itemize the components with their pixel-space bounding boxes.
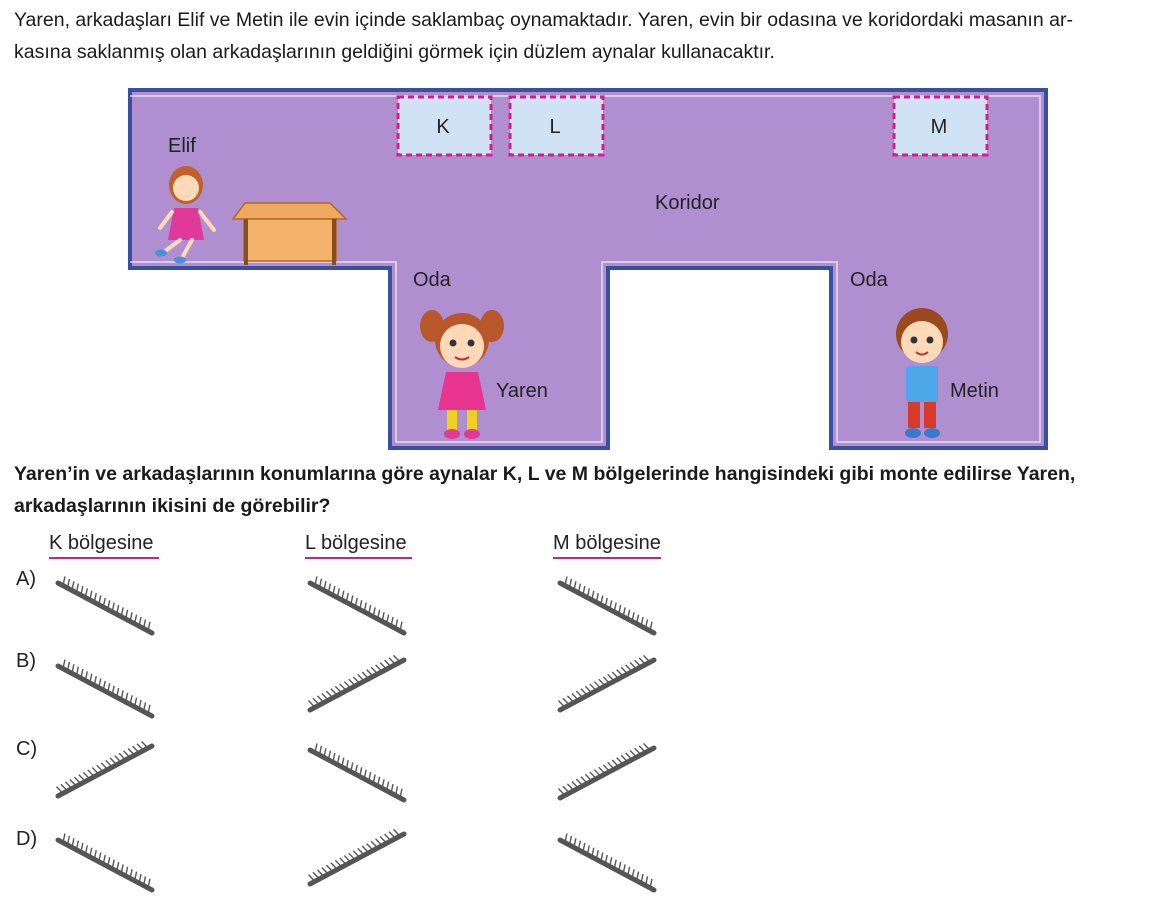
mirror-hatch xyxy=(621,755,626,760)
mirror-hatch xyxy=(380,663,385,668)
mirror-hatch xyxy=(72,664,74,671)
intro-line-2: kasına saklanmış olan arkadaşlarının geldiğini görmek için düzlem aynalar kullanacaktır. xyxy=(14,41,775,63)
mirror-hatch xyxy=(331,689,336,694)
mirror-hatch xyxy=(594,682,599,687)
mirror-hatch xyxy=(579,841,581,848)
mirror-hatch xyxy=(140,874,142,881)
mirror-hatch xyxy=(581,689,586,694)
mirror-hatch xyxy=(603,765,608,770)
mirror-hatch xyxy=(592,591,594,598)
mirror-hatch xyxy=(90,848,92,855)
mirror-hatch xyxy=(148,705,150,712)
mirror-hatch xyxy=(104,855,106,862)
mirror-hatch xyxy=(70,779,75,784)
mirror-hatch xyxy=(351,596,353,603)
mirror-hatch xyxy=(626,753,631,758)
mirror-hatch xyxy=(335,686,340,691)
mirror-hatch xyxy=(637,615,639,622)
mirror-hatch xyxy=(99,679,101,686)
option-a-m-mirror-icon xyxy=(554,569,660,641)
mirror-hatch xyxy=(101,763,106,768)
mirror-hatch xyxy=(371,667,376,672)
mirror-hatch xyxy=(324,581,326,588)
mirror-hatch xyxy=(392,617,394,624)
mirror-hatch xyxy=(603,677,608,682)
mirror-hatch xyxy=(68,662,70,669)
mirror-hatch xyxy=(374,774,376,781)
mirror-hatch xyxy=(619,862,621,869)
mirror-hatch xyxy=(639,746,644,751)
mirror-hatch xyxy=(106,760,111,765)
mirror-hatch xyxy=(88,770,93,775)
mirror-hatch xyxy=(97,765,102,770)
option-a-k-mirror-icon xyxy=(52,569,158,641)
mirror-hatch xyxy=(63,659,65,666)
mirror-hatch xyxy=(140,617,142,624)
mirror-hatch xyxy=(72,838,74,845)
mirror-hatch xyxy=(639,658,644,663)
mirror-hatch xyxy=(628,867,630,874)
mirror-hatch xyxy=(378,610,380,617)
mirror-hatch xyxy=(135,698,137,705)
mirror-surface xyxy=(58,840,152,890)
mirror-hatch xyxy=(347,760,349,767)
mirror-hatch xyxy=(351,763,353,770)
mirror-hatch xyxy=(588,845,590,852)
mirror-hatch xyxy=(353,677,358,682)
mirror-hatch xyxy=(563,786,568,791)
mirror-hatch xyxy=(371,841,376,846)
mirror-hatch xyxy=(570,579,572,586)
mirror-hatch xyxy=(365,603,367,610)
mirror-hatch xyxy=(644,655,649,660)
mirror-hatch xyxy=(126,610,128,617)
mirror-hatch xyxy=(567,784,572,789)
mirror-hatch xyxy=(630,751,635,756)
mirror-hatch xyxy=(72,581,74,588)
mirror-hatch xyxy=(99,853,101,860)
mirror-hatch xyxy=(601,853,603,860)
mirror-hatch xyxy=(144,876,146,883)
mirror-hatch xyxy=(113,860,115,867)
mirror-hatch xyxy=(367,670,372,675)
option-a-letter[interactable]: A) xyxy=(16,568,36,590)
mirror-hatch xyxy=(572,693,577,698)
mirror-hatch xyxy=(63,833,65,840)
mirror-hatch xyxy=(77,841,79,848)
mirror-hatch xyxy=(313,872,318,877)
option-d-l-mirror-icon xyxy=(304,826,410,898)
mirror-hatch xyxy=(612,760,617,765)
mirror-hatch xyxy=(621,667,626,672)
mirror-hatch xyxy=(131,869,133,876)
mirror-hatch xyxy=(369,605,371,612)
mirror-hatch xyxy=(567,696,572,701)
mirror-hatch xyxy=(610,857,612,864)
mirror-hatch xyxy=(95,676,97,683)
mirror-hatch xyxy=(113,603,115,610)
mirror-hatch xyxy=(387,615,389,622)
mirror-hatch xyxy=(117,605,119,612)
option-d-m-mirror-icon xyxy=(554,826,660,898)
mirror-hatch xyxy=(597,593,599,600)
mirror-hatch xyxy=(650,622,652,629)
mirror-hatch xyxy=(617,758,622,763)
mirror-hatch xyxy=(369,772,371,779)
mirror-hatch xyxy=(574,581,576,588)
mirror-hatch xyxy=(124,751,129,756)
mirror-hatch xyxy=(320,579,322,586)
mirror-hatch xyxy=(608,674,613,679)
mirror-hatch xyxy=(86,845,88,852)
mirror-hatch xyxy=(324,748,326,755)
mirror-hatch xyxy=(583,843,585,850)
mirror-hatch xyxy=(347,593,349,600)
mirror-hatch xyxy=(342,591,344,598)
mirror-hatch xyxy=(383,779,385,786)
mirror-hatch xyxy=(563,698,568,703)
mirror-hatch xyxy=(572,781,577,786)
mirror-hatch xyxy=(576,691,581,696)
mirror-hatch xyxy=(135,615,137,622)
mirror-hatch xyxy=(394,829,399,834)
mirror-hatch xyxy=(81,843,83,850)
mirror-hatch xyxy=(313,698,318,703)
mirror-surface xyxy=(58,666,152,716)
mirror-hatch xyxy=(81,669,83,676)
mirror-hatch xyxy=(633,612,635,619)
mirror-hatch xyxy=(344,682,349,687)
mirror-hatch xyxy=(606,598,608,605)
mirror-hatch xyxy=(365,770,367,777)
mirror-hatch xyxy=(148,879,150,886)
mirror-hatch xyxy=(356,765,358,772)
mirror-hatch xyxy=(83,772,88,777)
mirror-hatch xyxy=(590,684,595,689)
mirror-hatch xyxy=(90,674,92,681)
mirror-hatch xyxy=(104,681,106,688)
option-c-m-mirror-icon xyxy=(554,740,660,812)
mirror-hatch xyxy=(86,671,88,678)
mirror-hatch xyxy=(626,665,631,670)
mirror-hatch xyxy=(590,772,595,777)
mirror-hatch xyxy=(376,665,381,670)
mirror-hatch xyxy=(61,784,66,789)
question-line-1: Yaren’in ve arkadaşlarının konumlarına göre aynalar K, L ve M bölgelerinde hangisindeki gibi monte edilirse Yaren, xyxy=(14,463,1076,485)
mirror-hatch xyxy=(624,607,626,614)
mirror-hatch xyxy=(108,600,110,607)
mirror-hatch xyxy=(574,838,576,845)
option-b-m-mirror-icon xyxy=(554,652,660,724)
mirror-hatch xyxy=(635,660,640,665)
mirror-hatch xyxy=(389,658,394,663)
mirror-hatch xyxy=(565,576,567,583)
mirror-hatch xyxy=(333,753,335,760)
mirror-surface xyxy=(560,840,654,890)
mirror-surface xyxy=(560,748,654,798)
mirror-hatch xyxy=(329,584,331,591)
mirror-hatch xyxy=(360,767,362,774)
mirror-hatch xyxy=(642,874,644,881)
option-d-letter[interactable]: D) xyxy=(16,828,38,850)
mirror-hatch xyxy=(599,767,604,772)
mirror-hatch xyxy=(558,789,563,794)
mirror-hatch xyxy=(606,855,608,862)
mirror-hatch xyxy=(308,875,313,880)
mirror-hatch xyxy=(385,660,390,665)
mirror-hatch xyxy=(389,832,394,837)
intro-line-1: Yaren, arkadaşları Elif ve Metin ile evin içinde saklambaç oynamaktadır. Yaren, evin bir odasına ve koridordaki masanın ar- xyxy=(14,9,1073,31)
zone-k-label: K xyxy=(436,116,450,138)
mirror-hatch xyxy=(619,605,621,612)
mirror-hatch xyxy=(108,683,110,690)
mirror-hatch xyxy=(646,876,648,883)
mirror-hatch xyxy=(326,691,331,696)
mirror-hatch xyxy=(95,593,97,600)
mirror-hatch xyxy=(588,588,590,595)
mirror-hatch xyxy=(650,879,652,886)
mirror-hatch xyxy=(597,850,599,857)
mirror-surface xyxy=(310,583,404,633)
mirror-surface xyxy=(560,660,654,710)
option-a-l-mirror-icon xyxy=(304,569,410,641)
mirror-hatch xyxy=(81,586,83,593)
mirror-hatch xyxy=(576,779,581,784)
mirror-hatch xyxy=(90,591,92,598)
mirror-hatch xyxy=(104,598,106,605)
mirror-hatch xyxy=(646,619,648,626)
mirror-hatch xyxy=(342,758,344,765)
mirror-hatch xyxy=(360,600,362,607)
option-b-l-mirror-icon xyxy=(304,652,410,724)
mirror-hatch xyxy=(644,743,649,748)
option-d-k-mirror-icon xyxy=(52,826,158,898)
mirror-hatch xyxy=(331,863,336,868)
mirror-hatch xyxy=(628,610,630,617)
mirror-hatch xyxy=(383,612,385,619)
mirror-hatch xyxy=(122,607,124,614)
mirror-hatch xyxy=(624,864,626,871)
mirror-hatch xyxy=(356,598,358,605)
mirror-hatch xyxy=(86,588,88,595)
mirror-hatch xyxy=(92,768,97,773)
mirror-hatch xyxy=(374,607,376,614)
mirror-hatch xyxy=(612,672,617,677)
mirror-hatch xyxy=(642,617,644,624)
mirror-hatch xyxy=(329,751,331,758)
mirror-hatch xyxy=(315,576,317,583)
mirror-hatch xyxy=(320,746,322,753)
mirror-hatch xyxy=(142,741,147,746)
mirror-hatch xyxy=(137,744,142,749)
mirror-hatch xyxy=(349,679,354,684)
mirror-hatch xyxy=(144,619,146,626)
mirror-hatch xyxy=(565,833,567,840)
mirror-hatch xyxy=(344,856,349,861)
mirror-hatch xyxy=(131,612,133,619)
mirror-hatch xyxy=(133,746,138,751)
mirror-hatch xyxy=(376,839,381,844)
mirror-hatch xyxy=(367,844,372,849)
mirror-hatch xyxy=(633,869,635,876)
mirror-surface xyxy=(310,834,404,884)
room-right-label: Oda xyxy=(850,269,888,291)
mirror-hatch xyxy=(65,782,70,787)
column-heading-m: M bölgesine xyxy=(553,532,661,559)
mirror-hatch xyxy=(117,688,119,695)
mirror-surface xyxy=(310,660,404,710)
mirror-hatch xyxy=(610,600,612,607)
mirror-hatch xyxy=(326,865,331,870)
mirror-hatch xyxy=(74,777,79,782)
mirror-hatch xyxy=(122,864,124,871)
mirror-hatch xyxy=(308,701,313,706)
mirror-hatch xyxy=(349,853,354,858)
option-c-k-mirror-icon xyxy=(52,738,158,810)
mirror-hatch xyxy=(333,586,335,593)
mirror-hatch xyxy=(378,777,380,784)
elif-label: Elif xyxy=(168,135,196,157)
mirror-hatch xyxy=(340,858,345,863)
mirror-hatch xyxy=(115,756,120,761)
mirror-hatch xyxy=(583,586,585,593)
mirror-hatch xyxy=(394,655,399,660)
mirror-hatch xyxy=(119,753,124,758)
mirror-hatch xyxy=(362,672,367,677)
option-c-l-mirror-icon xyxy=(304,736,410,808)
mirror-hatch xyxy=(579,584,581,591)
question-line-2: arkadaşlarının ikisini de görebilir? xyxy=(14,495,331,517)
option-b-k-mirror-icon xyxy=(52,652,158,724)
mirror-hatch xyxy=(135,872,137,879)
mirror-hatch xyxy=(126,693,128,700)
mirror-hatch xyxy=(322,867,327,872)
mirror-hatch xyxy=(56,787,61,792)
mirror-hatch xyxy=(358,848,363,853)
mirror-hatch xyxy=(122,690,124,697)
mirror-hatch xyxy=(585,774,590,779)
mirror-hatch xyxy=(317,696,322,701)
mirror-hatch xyxy=(140,700,142,707)
mirror-hatch xyxy=(617,670,622,675)
mirror-hatch xyxy=(95,850,97,857)
mirror-hatch xyxy=(144,702,146,709)
mirror-hatch xyxy=(338,755,340,762)
mirror-hatch xyxy=(615,603,617,610)
mirror-hatch xyxy=(601,596,603,603)
zone-m-label: M xyxy=(930,116,948,138)
mirror-hatch xyxy=(110,758,115,763)
mirror-hatch xyxy=(592,848,594,855)
mirror-surface xyxy=(58,746,152,796)
mirror-hatch xyxy=(148,622,150,629)
zone-l-label: L xyxy=(549,116,561,138)
mirror-hatch xyxy=(400,622,402,629)
mirror-hatch xyxy=(585,686,590,691)
mirror-hatch xyxy=(131,695,133,702)
mirror-hatch xyxy=(615,860,617,867)
mirror-hatch xyxy=(68,836,70,843)
mirror-hatch xyxy=(570,836,572,843)
mirror-hatch xyxy=(340,684,345,689)
option-c-letter[interactable]: C) xyxy=(16,738,38,760)
mirror-hatch xyxy=(599,679,604,684)
mirror-hatch xyxy=(77,667,79,674)
mirror-hatch xyxy=(99,596,101,603)
mirror-hatch xyxy=(637,872,639,879)
mirror-hatch xyxy=(353,851,358,856)
column-heading-k: K bölgesine xyxy=(49,532,159,559)
mirror-hatch xyxy=(594,770,599,775)
mirror-hatch xyxy=(392,784,394,791)
mirror-hatch xyxy=(317,870,322,875)
mirror-hatch xyxy=(63,576,65,583)
mirror-hatch xyxy=(338,588,340,595)
metin-label: Metin xyxy=(950,380,999,402)
mirror-hatch xyxy=(635,748,640,753)
mirror-hatch xyxy=(400,789,402,796)
mirror-hatch xyxy=(315,743,317,750)
mirror-hatch xyxy=(630,663,635,668)
mirror-hatch xyxy=(358,674,363,679)
mirror-hatch xyxy=(322,693,327,698)
room-left-label: Oda xyxy=(413,269,451,291)
mirror-hatch xyxy=(387,782,389,789)
column-heading-l: L bölgesine xyxy=(305,532,412,559)
mirror-surface xyxy=(560,583,654,633)
mirror-hatch xyxy=(396,786,398,793)
mirror-hatch xyxy=(126,867,128,874)
mirror-hatch xyxy=(396,619,398,626)
mirror-hatch xyxy=(558,701,563,706)
mirror-hatch xyxy=(77,584,79,591)
mirror-hatch xyxy=(68,579,70,586)
table-icon xyxy=(233,203,346,265)
mirror-hatch xyxy=(113,686,115,693)
mirror-hatch xyxy=(128,749,133,754)
option-b-letter[interactable]: B) xyxy=(16,650,36,672)
mirror-hatch xyxy=(108,857,110,864)
mirror-hatch xyxy=(335,860,340,865)
mirror-hatch xyxy=(581,777,586,782)
mirror-hatch xyxy=(385,834,390,839)
question-text xyxy=(14,458,1164,522)
mirror-hatch xyxy=(608,762,613,767)
mirror-hatch xyxy=(117,862,119,869)
mirror-hatch xyxy=(79,775,84,780)
mirror-surface xyxy=(310,750,404,800)
yaren-label: Yaren xyxy=(496,380,548,402)
mirror-hatch xyxy=(362,846,367,851)
corridor-label: Koridor xyxy=(655,192,720,214)
mirror-surface xyxy=(58,583,152,633)
mirror-hatch xyxy=(380,837,385,842)
